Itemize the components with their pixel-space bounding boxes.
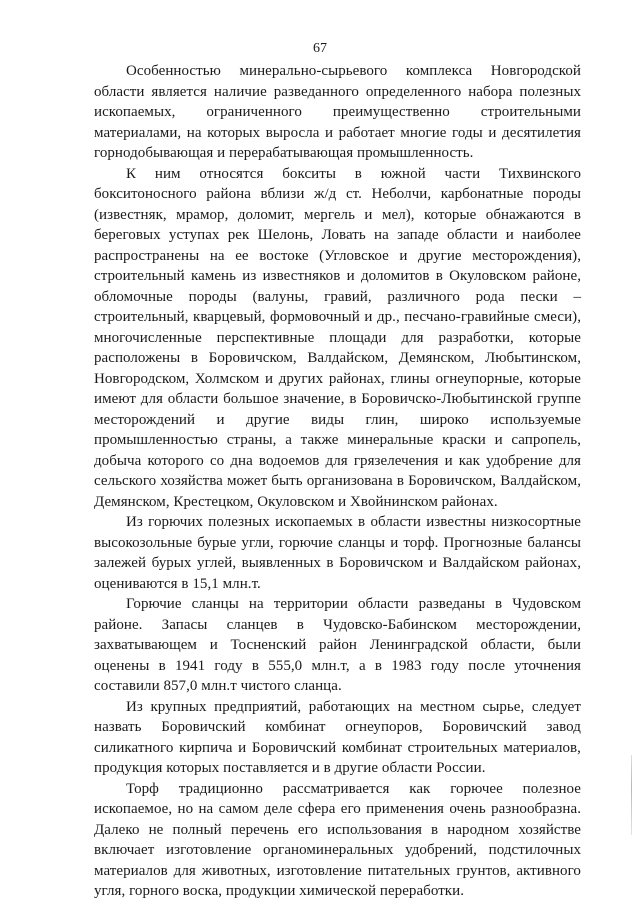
scan-edge-mark [631,755,632,835]
paragraph-mineral-complex: Особенностью минерально-сырьевого комплекса Новгородской области является наличие разведанного определенного набора полезных ископаемых, ограниченного преимущественно строительными материалами, на которых выросла и работает многие годы и десятилетия горнодобывающая и перерабатывающая промышленность. [94,63,581,161]
document-body [94,61,581,902]
paragraph-oil-shale: Горючие сланцы на территории области разведаны в Чудовском районе. Запасы сланцев в Чудовско-Бабинском месторождении, захватывающем и Тосненский район Ленинградской области, были оценены в 1941 году в 555,0 млн.т, а в 1983 году после уточнения составили 857,0 млн.т чистого сланца. [94,596,581,694]
paragraph-bauxites-and-materials: К ним относятся бокситы в южной части Тихвинского бокситоносного района вблизи ж/д ст. Неболчи, карбонатные породы (известняк, мрамор, доломит, мергель и мел), которые обнажаются в береговых уступах рек Шелонь, Ловать на западе области и наиболее распространены на ее востоке (Угловское и другие месторождения), строительный камень из известняков и доломитов в Окуловском районе, обломочные породы (валуны, гравий, различного рода пески – строительный, кварцевый, формовочный и др., песчано-гравийные смеси), многочисленные перспективные площади для разработки, которые расположены в Боровичском, Валдайском, Демянском, Любытинском, Новгородском, Холмском и других районах, глины огнеупорные, которые имеют для области большое значение, в Боровичско-Любытинской группе месторождений и другие виды глин, широко используемые промышленностью страны, а также минеральные краски и сапропель, добыча которого со дна водоемов для грязелечения и как удобрение для сельского хозяйства может быть организована в Боровичском, Валдайском, Демянском, Крестецком, Окуловском и Хвойнинском районах. [94,165,581,510]
page-number: 67 [313,41,327,56]
paragraph-peat: Торф традиционно рассматривается как горючее полезное ископаемое, но на самом деле сфера его применения очень разнообразна. Далеко не полный перечень его использования в народном хозяйстве включает изготовление органоминеральных удобрений, подстилочных материалов для животных, изготовление питательных грунтов, активного угля, горного воска, продукции химической переработки. [94,780,581,899]
paragraph-enterprises: Из крупных предприятий, работающих на местном сырье, следует назвать Боровичский комбинат огнеупоров, Боровичский завод силикатного кирпича и Боровичский комбинат строительных материалов, продукция которых поставляется и в другие области России. [94,698,581,776]
paragraph-combustible-minerals: Из горючих полезных ископаемых в области известны низкосортные высокозольные бурые угли, горючие сланцы и торф. Прогнозные балансы залежей бурых углей, выявленных в Боровичском и Валдайском районах, оцениваются в 15,1 млн.т. [94,514,581,592]
